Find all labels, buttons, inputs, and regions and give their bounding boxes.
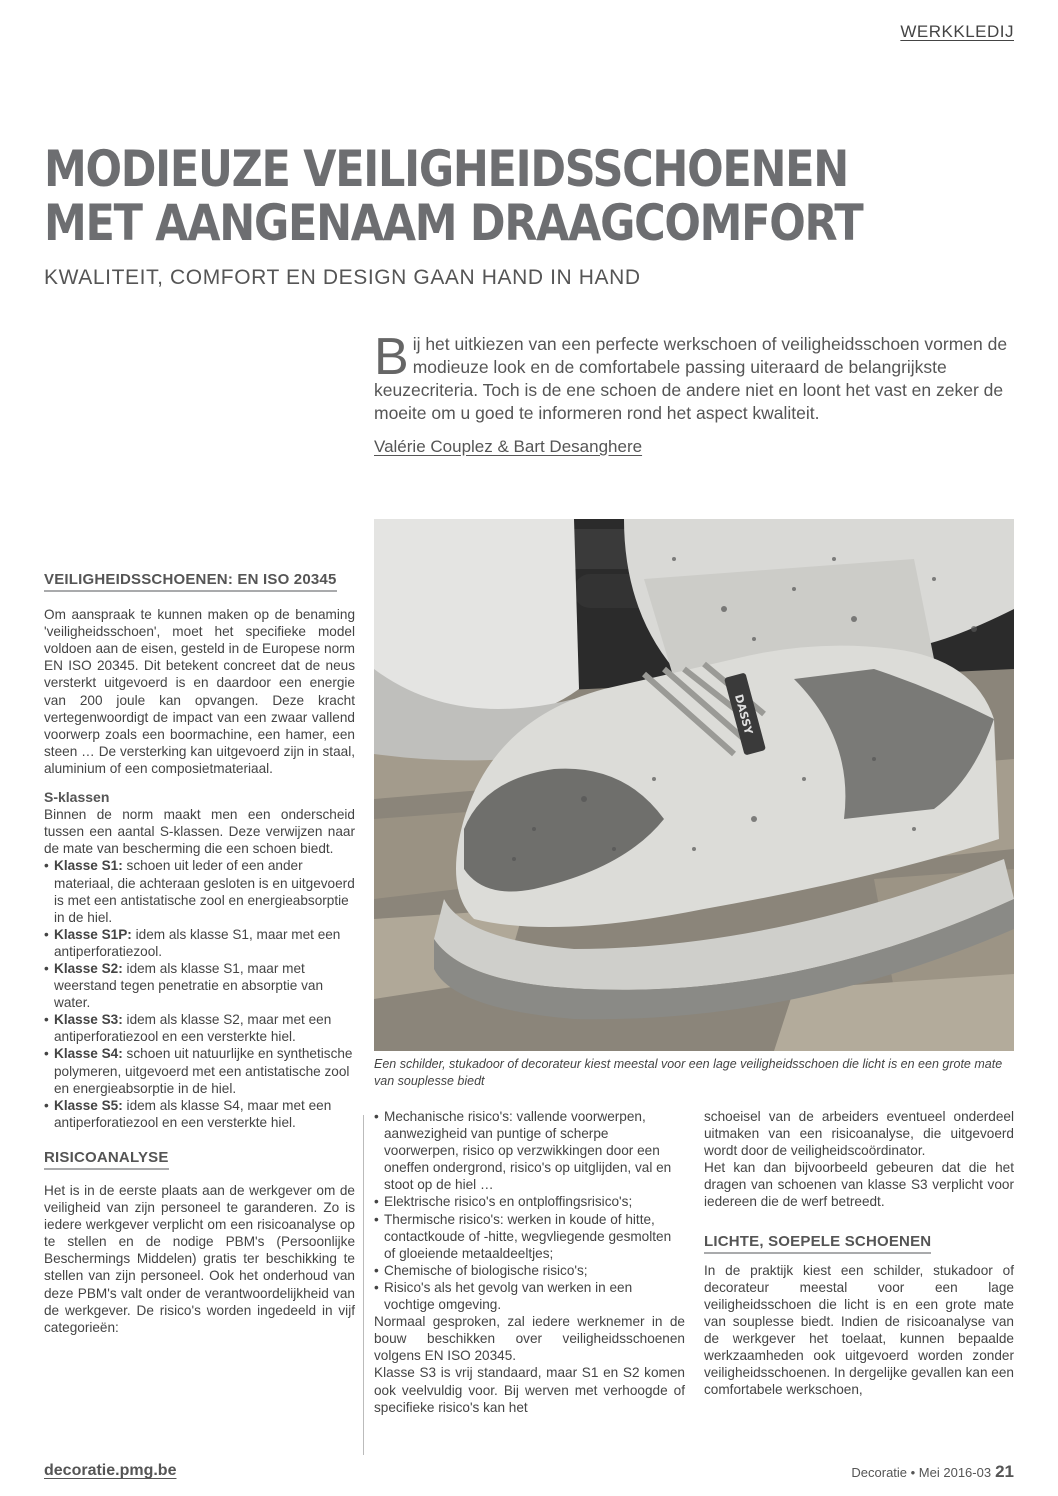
list-item: • Klasse S4: schoen uit natuurlijke en synthetische polymeren, uitgevoerd met een antistatische zool en energieabsorptie in de hiel.: [44, 1045, 355, 1096]
list-item: • Klasse S1P: idem als klasse S1, maar met een antiperforatiezool.: [44, 926, 355, 960]
risk-list: [374, 1108, 685, 1313]
list-item: • Thermische risico's: werken in koude of hitte, contactkoude of -hitte, wegvliegende gesmolten of gloeiende metaaldeeltjes;: [374, 1211, 685, 1262]
paragraph: In de praktijk kiest een schilder, stukadoor of decorateur meestal voor een lage veiligheidsschoen die licht is en een grote mate van souplesse biedt. Indien de risicoanalyse van de werkgever het toelaat, kunnen bepaalde werkzaamheden ook uitgevoerd worden zonder veiligheidsschoenen. In dergelijke gevallen kan een comfortabele werkschoen,: [704, 1262, 1014, 1398]
list-item: • Klasse S3: idem als klasse S2, maar met een antiperforatiezool en een versterkte hiel.: [44, 1011, 355, 1045]
column-3: [704, 1108, 1014, 1398]
section-heading-lichte-soepele-schoenen: LICHTE, SOEPELE SCHOENEN: [704, 1233, 1014, 1254]
list-item: • Chemische of biologische risico's;: [374, 1262, 685, 1279]
page-number: 21: [995, 1462, 1014, 1481]
headline: [44, 142, 870, 250]
list-item: • Elektrische risico's en ontploffingsrisico's;: [374, 1193, 685, 1210]
list-item: • Risico's als het gevolg van werken in een vochtige omgeving.: [374, 1279, 685, 1313]
subheading-s-klassen: S-klassen: [44, 789, 110, 806]
paragraph: schoeisel van de arbeiders eventueel onderdeel uitmaken van een risicoanalyse, die uitgevoerd wordt door de veiligheidscoördinator.: [704, 1109, 1014, 1159]
headline-line-2: MET AANGENAAM DRAAGCOMFORT: [44, 194, 863, 252]
section-heading-veiligheidsschoenen: VEILIGHEIDSSCHOENEN: EN ISO 20345: [44, 571, 355, 592]
column-1: [44, 571, 355, 1336]
paragraph: Het is in de eerste plaats aan de werkgever om de veiligheid van zijn personeel te garanderen. Zo is iedere werkgever verplicht om een risicoanalyse op te stellen en de nodige PBM's (Persoonlijke Beschermings Middelen) gratis ter beschikking te stellen van zijn personeel. Ook het onderhoud van deze PBM's valt onder de verantwoordelijkheid van de werkgever. De risico's worden ingedeeld in vijf categorieën:: [44, 1183, 355, 1335]
headline-line-1: MODIEUZE VEILIGHEIDSSCHOENEN: [44, 140, 848, 198]
paragraph: Normaal gesproken, zal iedere werknemer in de bouw beschikken over veiligheidsschoenen volgens EN ISO 20345.: [374, 1314, 685, 1364]
subheadline: KWALITEIT, COMFORT EN DESIGN GAAN HAND IN HAND: [44, 266, 641, 289]
list-item: • Klasse S5: idem als klasse S4, maar met een antiperforatiezool en een versterkte hiel.: [44, 1097, 355, 1131]
article-photo: [374, 519, 1014, 1051]
column-divider: [363, 1115, 364, 1455]
intro-paragraph: [374, 328, 1014, 425]
intro-text: ij het uitkiezen van een perfecte werkschoen of veiligheidsschoen vormen de modieuze look en de comfortabele passing uiteraard de belangrijkste keuzecriteria. Toch is de ene schoen de andere niet en loont het vast en zeker de moeite om u goed te informeren rond het aspect kwaliteit.: [374, 334, 1008, 423]
paragraph: Binnen de norm maakt men een onderscheid tussen een aantal S-klassen. Deze verwijzen naar de mate van bescherming die een schoen biedt.: [44, 807, 355, 857]
safety-shoe-illustration: [374, 519, 1014, 1051]
paragraph: Om aanspraak te kunnen maken op de benaming 'veiligheidsschoen', moet het specifieke model voldoen aan de eisen, gesteld in de Europese norm EN ISO 20345. Dit betekent concreet dat de neus versterkt uitgevoerd is en daardoor een energie van 200 joule kan opvangen. Deze kracht vertegenwoordigt de impact van een zwaar vallend voorwerp zoals een boormachine, een hamer, een steen … De versterking kan uitgevoerd zijn in staal, aluminium of een composietmateriaal.: [44, 607, 355, 776]
footer-issue: [851, 1462, 1014, 1482]
paragraph: Klasse S3 is vrij standaard, maar S1 en S2 komen ook veelvuldig voor. Bij werven met verhoogde of specifieke risico's kan het: [374, 1365, 685, 1415]
column-2: [374, 1108, 685, 1416]
byline: Valérie Couplez & Bart Desanghere: [374, 437, 643, 456]
list-item: • Mechanische risico's: vallende voorwerpen, aanwezigheid van puntige of scherpe voorwerpen, risico op verzwikkingen door een oneffen ondergrond, risico's op uitglijden, val en stoot op de hiel …: [374, 1108, 685, 1193]
photo-caption: Een schilder, stukadoor of decorateur kiest meestal voor een lage veiligheidsschoen die licht is en een grote mate van souplesse biedt: [374, 1057, 1003, 1088]
brand-label: DASSY: [731, 692, 756, 736]
drop-cap: B: [374, 328, 409, 386]
footer-website-link[interactable]: decoratie.pmg.be: [44, 1462, 177, 1479]
section-heading-risicoanalyse: RISICOANALYSE: [44, 1149, 355, 1170]
list-item: • Klasse S2: idem als klasse S1, maar met weerstand tegen penetratie en absorptie van water.: [44, 960, 355, 1011]
paragraph: Het kan dan bijvoorbeeld gebeuren dat die het dragen van schoenen van klasse S3 verplicht voor iedereen die de werf betreedt.: [704, 1160, 1014, 1210]
section-tag: WERKKLEDIJ: [900, 22, 1014, 41]
class-list: [44, 857, 355, 1131]
list-item: • Klasse S1: schoen uit leder of een ander materiaal, die achteraan gesloten is en uitgevoerd is met een antistatische zool en energieabsorptie in de hiel.: [44, 857, 355, 925]
issue-label: Decoratie • Mei 2016-03: [851, 1465, 992, 1480]
